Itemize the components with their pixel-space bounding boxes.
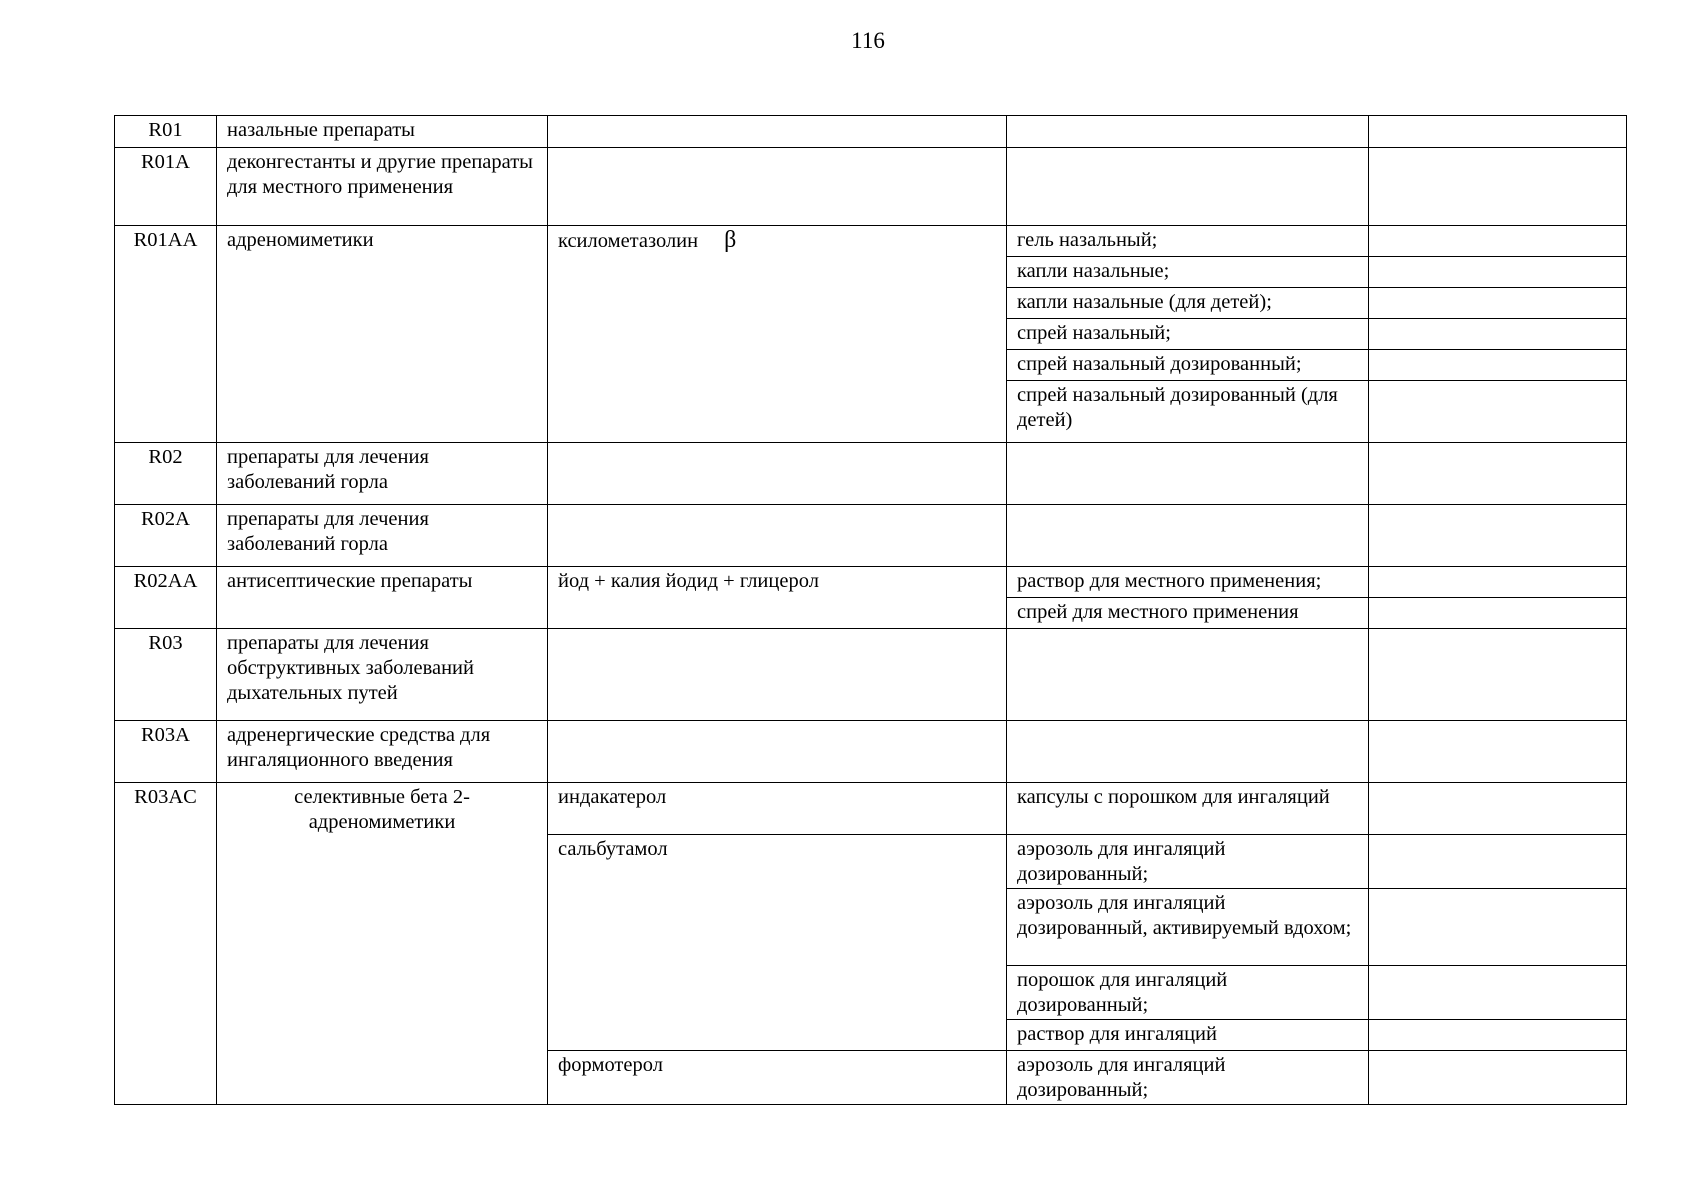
drug-name: йод + калия йодид + глицерол — [548, 567, 1007, 629]
extra-cell — [1369, 783, 1627, 835]
drug-cell — [548, 721, 1007, 783]
table-row — [115, 721, 1627, 783]
page-number: 116 — [851, 28, 885, 53]
dosage-form: гель назальный; — [1007, 226, 1369, 257]
dosage-form: спрей для местного применения — [1007, 598, 1369, 629]
extra-cell — [1369, 835, 1627, 889]
table-row — [115, 629, 1627, 721]
drug-table — [114, 115, 1627, 1105]
extra-cell — [1369, 629, 1627, 721]
extra-cell — [1369, 350, 1627, 381]
atc-code: R02A — [115, 505, 217, 567]
atc-code: R01 — [115, 116, 217, 148]
extra-cell — [1369, 257, 1627, 288]
extra-cell — [1369, 116, 1627, 148]
table-row — [115, 505, 1627, 567]
extra-cell — [1369, 567, 1627, 598]
table-row — [115, 783, 1627, 835]
form-cell — [1007, 629, 1369, 721]
atc-code: R02AA — [115, 567, 217, 629]
group-name: антисептические препараты — [217, 567, 548, 629]
dosage-form: спрей назальный; — [1007, 319, 1369, 350]
dosage-form: спрей назальный дозированный; — [1007, 350, 1369, 381]
extra-cell — [1369, 148, 1627, 226]
group-name: деконгестанты и другие препараты для местного применения — [217, 148, 548, 226]
extra-cell — [1369, 226, 1627, 257]
extra-cell — [1369, 1020, 1627, 1051]
extra-cell — [1369, 505, 1627, 567]
group-name: препараты для лечения заболеваний горла — [217, 505, 548, 567]
drug-cell — [548, 148, 1007, 226]
beta-mark: β — [724, 227, 737, 253]
table-row — [115, 148, 1627, 226]
form-cell — [1007, 505, 1369, 567]
dosage-form: спрей назальный дозированный (для детей) — [1007, 381, 1369, 443]
dosage-form: раствор для ингаляций — [1007, 1020, 1369, 1051]
atc-code: R01A — [115, 148, 217, 226]
atc-code: R02 — [115, 443, 217, 505]
group-name: препараты для лечения заболеваний горла — [217, 443, 548, 505]
group-name: препараты для лечения обструктивных заболеваний дыхательных путей — [217, 629, 548, 721]
form-cell — [1007, 721, 1369, 783]
drug-cell — [548, 443, 1007, 505]
table-row — [115, 567, 1627, 598]
group-name: адреномиметики — [217, 226, 548, 443]
form-cell — [1007, 116, 1369, 148]
extra-cell — [1369, 1051, 1627, 1105]
group-name: селективные бета 2-адреномиметики — [217, 783, 548, 1105]
table-row — [115, 116, 1627, 148]
dosage-form: раствор для местного применения; — [1007, 567, 1369, 598]
extra-cell — [1369, 381, 1627, 443]
drug-name: формотерол — [548, 1051, 1007, 1105]
dosage-form: капсулы с порошком для ингаляций — [1007, 783, 1369, 835]
dosage-form: капли назальные (для детей); — [1007, 288, 1369, 319]
atc-code: R03A — [115, 721, 217, 783]
extra-cell — [1369, 889, 1627, 966]
drug-name — [548, 226, 1007, 443]
drug-name: сальбутамол — [548, 835, 1007, 1051]
extra-cell — [1369, 721, 1627, 783]
table-row — [115, 443, 1627, 505]
dosage-form: аэрозоль для ингаляций дозированный; — [1007, 835, 1369, 889]
group-name: назальные препараты — [217, 116, 548, 148]
table-row — [115, 226, 1627, 257]
group-name: адренергические средства для ингаляционного введения — [217, 721, 548, 783]
form-cell — [1007, 148, 1369, 226]
drug-cell — [548, 505, 1007, 567]
atc-code: R03AC — [115, 783, 217, 1105]
drug-name: индакатерол — [548, 783, 1007, 835]
extra-cell — [1369, 319, 1627, 350]
extra-cell — [1369, 443, 1627, 505]
dosage-form: капли назальные; — [1007, 257, 1369, 288]
drug-cell — [548, 629, 1007, 721]
drug-cell — [548, 116, 1007, 148]
extra-cell — [1369, 966, 1627, 1020]
dosage-form: аэрозоль для ингаляций дозированный, активируемый вдохом; — [1007, 889, 1369, 966]
extra-cell — [1369, 598, 1627, 629]
atc-code: R01AA — [115, 226, 217, 443]
drug-name-text: ксилометазолин — [558, 230, 699, 252]
form-cell — [1007, 443, 1369, 505]
atc-code: R03 — [115, 629, 217, 721]
extra-cell — [1369, 288, 1627, 319]
dosage-form: аэрозоль для ингаляций дозированный; — [1007, 1051, 1369, 1105]
dosage-form: порошок для ингаляций дозированный; — [1007, 966, 1369, 1020]
